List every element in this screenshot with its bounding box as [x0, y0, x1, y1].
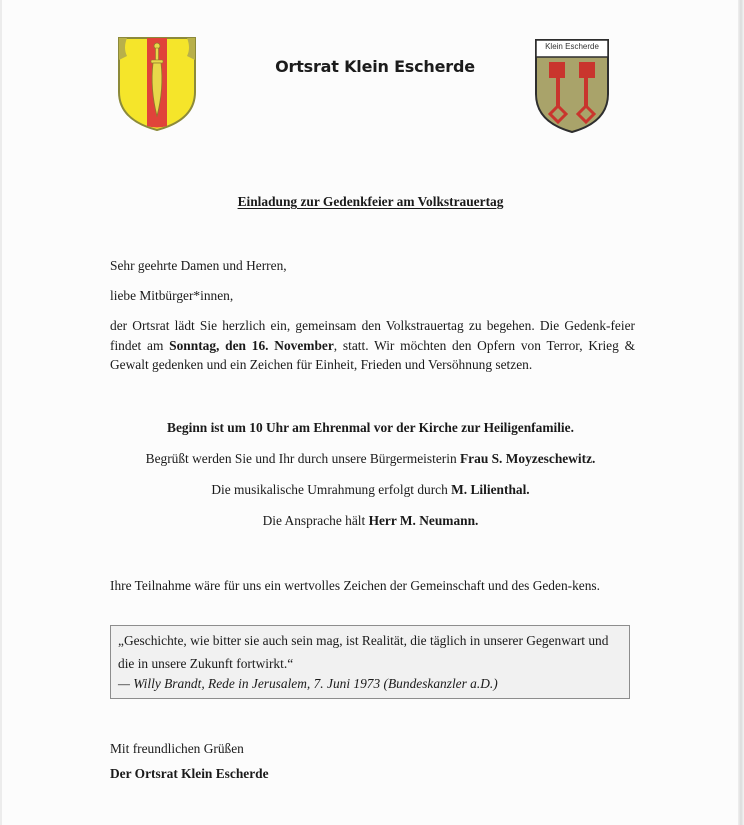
music-text: Die musikalische Umrahmung erfolgt durch [211, 482, 452, 497]
dagger-guard [151, 60, 163, 63]
body-text-2: , statt. Wir möchten den Opfern von Terror, Krieg & Gewalt gedenken und ein Zeichen für Einheit, Frieden und Versöhnung setzen. [110, 337, 635, 372]
event-date: Sonntag, den 16. November [169, 337, 334, 353]
quote-text: „Geschichte, wie bitter sie auch sein mag, ist Realität, die täglich in unserer Gegenwart und die in unsere Zukunft fortwirkt.“ [118, 633, 609, 671]
quote-attribution: — Willy Brandt, Rede in Jerusalem, 7. Juni 1973 (Bundeskanzler a.D.) [118, 676, 498, 691]
invitation-paragraph [110, 316, 635, 375]
letter-subject: Einladung zur Gedenkfeier am Volkstrauertag [237, 194, 504, 209]
signature: Der Ortsrat Klein Escherde [110, 766, 269, 781]
welcome-text: Begrüßt werden Sie und Ihr durch unsere Bürgermeisterin [145, 451, 460, 466]
speech-line [110, 513, 631, 529]
welcome-name: Frau S. Moyzeschewitz. [460, 451, 596, 466]
crest-label: Klein Escherde [545, 42, 599, 51]
body-text-1: der Ortsrat lädt Sie herzlich ein, gemeinsam den Volkstrauertag zu begehen. Die Gedenk-feier findet am [110, 318, 635, 353]
quote-box [110, 625, 630, 699]
welcome-line [110, 451, 631, 467]
salutation-line-1: Sehr geehrte Damen und Herren, [110, 258, 287, 273]
closing-greeting: Mit freundlichen Grüßen [110, 741, 244, 756]
coat-of-arms-right-icon [534, 38, 610, 134]
closing-paragraph: Ihre Teilnahme wäre für uns ein wertvolles Zeichen der Gemeinschaft und des Geden-kens. [110, 578, 600, 593]
music-name: M. Lilienthal. [451, 482, 530, 497]
header-title: Ortsrat Klein Escherde [275, 57, 475, 76]
event-start: Beginn ist um 10 Uhr am Ehrenmal vor der Kirche zur Heiligenfamilie. [167, 420, 574, 435]
salutation-line-2: liebe Mitbürger*innen, [110, 288, 234, 303]
speech-name: Herr M. Neumann. [368, 513, 479, 528]
dagger-grip [156, 48, 159, 60]
coat-of-arms-left-icon [117, 34, 197, 132]
music-line [110, 482, 631, 498]
speech-text: Die Ansprache hält [262, 513, 369, 528]
